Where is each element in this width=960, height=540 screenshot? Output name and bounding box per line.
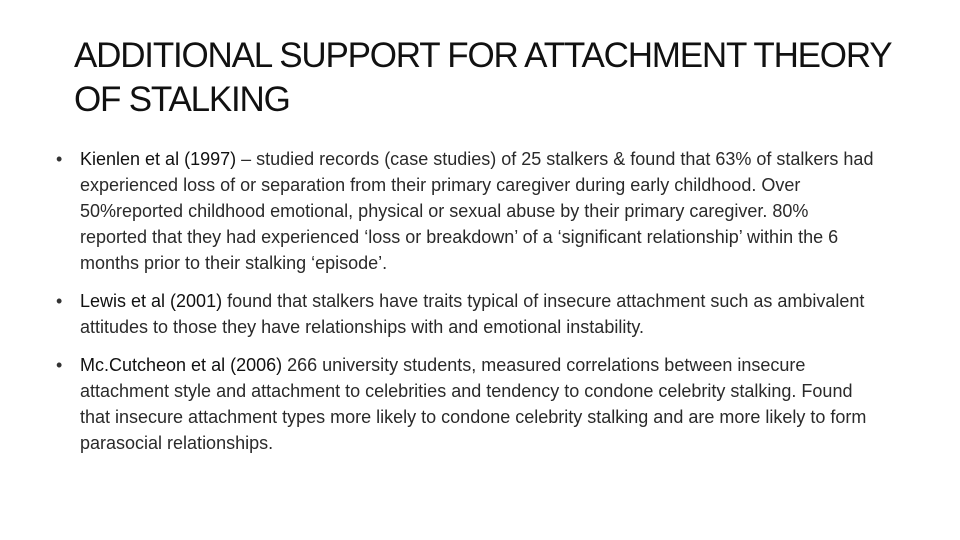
slide-title: ADDITIONAL SUPPORT FOR ATTACHMENT THEORY OF STALKING xyxy=(74,36,891,119)
bullet-item-mccutcheon xyxy=(56,352,876,456)
bullet-item-kienlen xyxy=(56,146,876,276)
bullet-lead: Mc.Cutcheon et al (2006) xyxy=(80,355,283,375)
bullet-dot-icon: • xyxy=(56,149,63,169)
bullet-lead: Kienlen et al (1997) xyxy=(80,149,237,169)
bullet-text: 266 university students, measured correlations between insecure attachment style and attachment to celebrities and tendency to condone celebrity stalking. Found that insecure attachment types more likely to condone celebrity stalking and are more likely to form parasocial relationships. xyxy=(80,355,867,453)
bullet-dot-icon: • xyxy=(56,355,63,375)
bullet-item-lewis xyxy=(56,288,876,340)
bullet-dot-icon: • xyxy=(56,291,63,311)
bullet-text: found that stalkers have traits typical of insecure attachment such as ambivalent attitudes to those they have relationships with and emotional instability. xyxy=(80,291,865,337)
bullet-list xyxy=(56,146,876,456)
bullet-text: – studied records (case studies) of 25 stalkers & found that 63% of stalkers had experienced loss of or separation from their primary caregiver during early childhood. Over 50%reported childhood emotional, physical or sexual abuse by their primary caregiver. 80% reported that they had experienced ‘loss or breakdown’ of a ‘significant relationship’ within the 6 months prior to their stalking ‘episode’. xyxy=(80,149,874,273)
bullet-lead: Lewis et al (2001) xyxy=(80,291,223,311)
